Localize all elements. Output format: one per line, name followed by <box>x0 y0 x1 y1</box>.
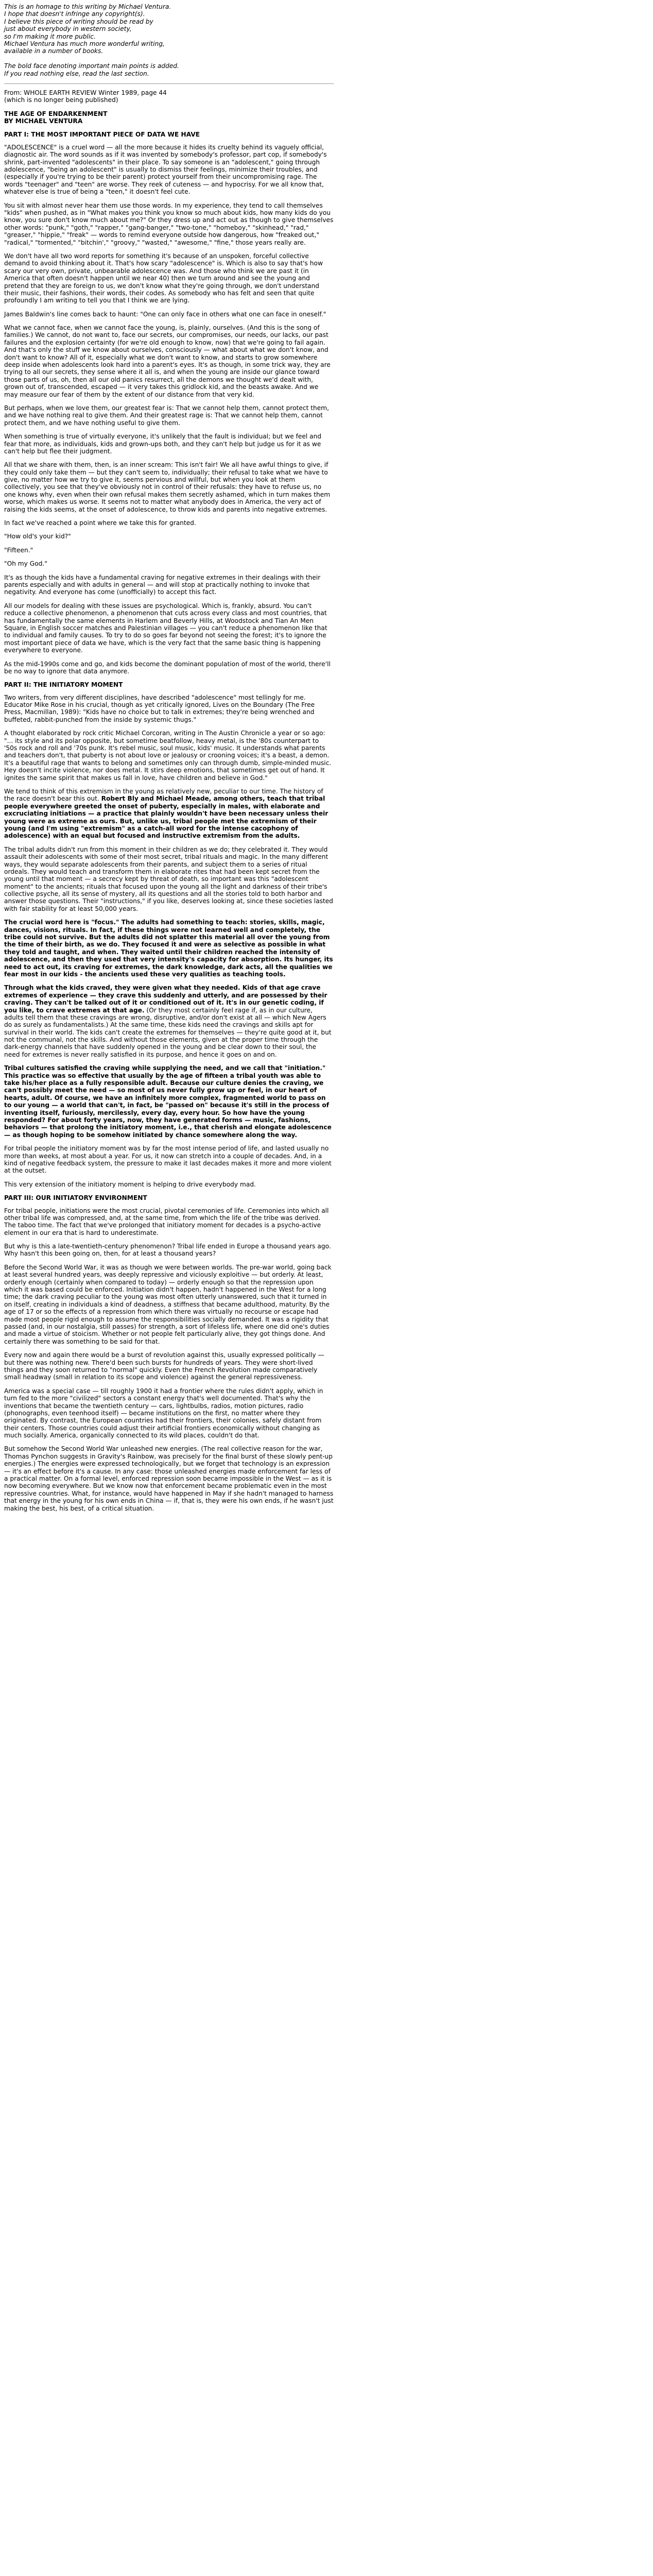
paragraph: This very extension of the initiatory moment is helping to drive everybody mad. <box>4 1180 256 1188</box>
intro-line: Michael Ventura has much more wonderful writing, <box>4 40 165 47</box>
intro-line: I believe this piece of writing should be read by <box>4 18 153 25</box>
paragraph: When something is true of virtually everyone, it's unlikely that the fault is individual; but we feel and fear that more, as individuals, kids and grown-ups both, and they can't help but judge us for it as we can't help but flee their judgment. <box>4 433 321 455</box>
paragraph: All that we share with them, then, is an inner scream: This isn't fair! We all have awful things to give, if they could only take them — but they can't seem to, individually; their refusal to take what we have to give, no matter how we try to give it, seems pervious and willful, but when you look at them collectively, you see that they've obviously not in control of their refusals: they have to refuse us, no one knows why, even when their own refusal makes them secretly ashamed, which in turn makes them worse, which makes us worse. It seems not to matter what anybody does in America, the very act of raising the kids seems, at the onset of adolescence, to throw kids and parents into negative extremes. <box>4 461 331 513</box>
paragraph: All our models for dealing with these issues are psychological. Which is, frankly, absurd. You can't reduce a collective phenomenon, a phenomenon that cuts across every class and most countries, that has fundamentally the same elements in Harlem and Beverly Hills, at Woodstock and Tian An Men Square, in English soccer matches and Palestinian villages — you can't reduce a phenomenon like that to individual and family causes. To try to do so goes far beyond not seeing the forest; it's to ignore the most important piece of data we have, which is the very fact that the same basic thing is happening everywhere to everyone. <box>4 602 328 654</box>
paragraph: For tribal people the initiatory moment was by far the most intense period of life, and lasted usually no more than weeks, at most about a year. For us, it now can stretch into a couple of decades. And, in a kind of negative feedback system, the pressure to make it last decades makes it more and more violent at the outset. <box>4 1145 332 1175</box>
paragraph: But somehow the Second World War unleashed new energies. (The real collective reason for the war, Thomas Pynchon suggests in Gravity's Rainbow, was precisely for the final burst of these slowly pent-up energies.) The energies were expressed technologically, but we forget that technology is an expression — it's an effect before it's a cause. In any case: those unleashed energies made enforcement far less of a practical matter. On a formal level, enforced repression soon became impossible in the West — as it is now becoming everywhere. But we know now that enforcement became problematic even in the most repressive countries. What, for instance, would have happened in May if she hadn't managed to harness that energy in the young for his own ends in China — if, that is, they were his own ends, if he wasn't just making the best, his best, of a critical situation. <box>4 1445 334 1512</box>
paragraph: For tribal people, initiations were the most crucial, pivotal ceremonies of life. Ceremonies into which all other tribal life was compressed, and, at the same time, from which the life of the tribe was derived. The taboo time. The fact that we've prolonged that initiatory moment for decades is a psycho-active element in our era that is hard to underestimate. <box>4 1207 329 1236</box>
intro-note <box>4 3 334 77</box>
intro-line: I hope that doesn't infringe any copyright(s). <box>4 10 145 18</box>
dialogue-line: "Oh my God." <box>4 560 47 568</box>
emphasis-text: Through what the kids craved, they were given what they needed. Kids of that age crave extremes of experience — they crave this suddenly and utterly, and are possessed by their craving. They can't be talked out of it or conditioned out of it. It's in our genetic coding, if you like, to crave extremes at that age. <box>4 984 328 1014</box>
paragraph: Two writers, from very different disciplines, have described "adolescence" most tellingly for me. Educator Mike Rose in his crucial, though as yet critically ignored, Lives on the Boundary (The Free Press, Macmillan, 1989): "Kids have no choice but to talk in extremes; they're being wrenched and buffeted, rabbit-punched from the inside by systemic thugs." <box>4 693 315 723</box>
source-note: (which is no longer being published) <box>4 96 118 104</box>
paragraph: What we cannot face, when we cannot face the young, is, plainly, ourselves. (And this is the song of families.) We cannot, do not want to, face our secrets, our compromises, our needs, our lacks, our past failures and the explosion certainty (for we're old enough to know, now) that we're going to fail again. And that's only the stuff we know about ourselves, consciously — what about what we don't know, and don't want to know? All of it, especially what we don't want to know, and starts to grow somewhere deep inside when adolescents look hard into a parent's eyes. It's as though, in some trick way, they are trying to all our secrets, they sense where it all is, and when the young are inside our glance toward those parts of us, oh, then all our old panics resurrect, all the demons we thought we'd dealt with, grown out of, transcended, escaped — it very takes this gridlock kid, and the beasts awake. And we may measure our fear of them by the extent of our distance from that very kid. <box>4 324 331 398</box>
paragraph <box>4 984 334 1058</box>
section-heading: PART II: THE INITIATORY MOMENT <box>4 681 123 689</box>
dialogue-line: "Fifteen." <box>4 546 33 554</box>
intro-line <box>4 55 334 62</box>
divider <box>4 83 334 84</box>
paragraph: But why is this a late-twentieth-century phenomenon? Tribal life ended in Europe a thousand years ago. Why hasn't this been going on, then, for at least a thousand years? <box>4 1243 331 1258</box>
paragraph: You sit with almost never hear them use those words. In my experience, they tend to call themselves "kids" when pushed, as in "What makes you think you know so much about kids, how many kids do you know, you sure don't know much about me?" Or they dress up and act out as though to give themselves other words: "punk," "goth," "rapper," "gang-banger," "two-tone," "homeboy," "skinhead," "rad," "greaser," "hippie," "freak" — words to remind everyone outside how dangerous, how "freaked out," "radical," "tormented," "bitchin'," "groovy," "wasted," "awesome," "fine," those years really are. <box>4 201 334 246</box>
paragraph: Before the Second World War, it was as though we were between worlds. The pre-war world, going back at least several hundred years, was deeply repressive and viciously exploitive — but orderly. At least, orderly enough (certainly when compared to today) — orderly enough so that the repression upon which it was based could be enforced. Initiation didn't happen, hadn't happened in the West for a long time; the dark craving peculiar to the young was most often utterly unanswered, such that it turned in on itself, creating in individuals a kind of deadness, a stiffness that became adulthood, maturity. By the age of 17 or so the effects of a repression from which there was virtually no recourse or escape had made most people rigid enough to assume the responsibilities socially demanded. It was a rigidity that passed (and, in our nostalgia, still passes) for strength, a sort of lifeless life, where one did one's duties and made a virtue of stoicism. Whether or not people felt particularly alive, they got things done. And certainly there was something to be said for that. <box>4 1263 332 1345</box>
intro-line: This is an homage to this writing by Michael Ventura. <box>4 3 171 10</box>
paragraph: In fact we've reached a point where we take this for granted. <box>4 519 196 527</box>
intro-line: The bold face denoting important main points is added. <box>4 62 179 70</box>
emphasis-paragraph: The crucial word here is "focus." The adults had something to teach: stories, skills, magic, dances, visions, rituals. In fact, if these things were not learned well and completely, the tribe could not survive. But the adults did not splatter this material all over the young from the time of their birth, as we do. They focused it and were as selective as possible in what they told and taught, and when. They waited until their children reached the intensity of adolescence, and then they used that very intensity's capacity for absorption. Its hunger, its need to act out, its craving for extremes, the dark knowledge, dark acts, all the qualities we fear most in our kids - the ancients used these very qualities as teaching tools. <box>4 919 333 978</box>
article-byline: BY MICHAEL VENTURA <box>4 117 83 125</box>
section-heading: PART I: THE MOST IMPORTANT PIECE OF DATA WE HAVE <box>4 131 200 139</box>
paragraph: "ADOLESCENCE" is a cruel word — all the more because it hides its cruelty behind its vaguely official, diagnostic air. The word sounds as if it was invented by somebody's professor, part cop, if somebody's shrink, part-invented "adolescents" in their place. To say someone is an "adolescent," going through adolescence, "being an adolescent" is usually to dismiss their feelings, minimize their troubles, and (especially if you're trying to be their parent) protect yourself from their uncompromising rage. The words "teenager" and "teen" are worse. They reek of cuteness — and hypocrisy. For we all know that, whatever else is true of being a "teen," it doesn't feel cute. <box>4 143 327 196</box>
paragraph: The tribal adults didn't run from this moment in their children as we do; they celebrated it. They would assault their adolescents with some of their most secret, tribal rituals and magic. In the many different ways, they would separate adolescents from their parents, and subject them to a series of ritual ordeals. They would teach and transform them in elaborate rites that had been kept secret from the young until that moment — a secrecy kept by threat of death, so important was this "adolescent moment" to the ancients; rituals that focused upon the young all the light and darkness of their tribe's collective psyche, all its sense of mystery, all its questions and all the stories told to both harbor and answer those questions. Their "instructions," if you like, deserves looking at, since these societies lasted with fair stability for at least 50,000 years. <box>4 845 333 912</box>
paragraph: We don't have all two word reports for something it's because of an unspoken, forceful collective demand to avoid thinking about it. That's how scary "adolescence" is. Which is also to say that's how scary our very own, private, unbearable adolescence was. And those who think we are past it (in America that often doesn't happen until we near 40) then we turn around and see the young and pretend that they are foreign to us, we don't know what they're going through, we don't understand their music, their fashions, their words, their codes. As somebody who has felt and seen that quite profoundly I am writing to tell you that I think we are lying. <box>4 252 323 304</box>
paragraph: It's as though the kids have a fundamental craving for negative extremes in their dealings with their parents especially and with adults in general — and will stop at practically nothing to invoke that negativity. And everyone has come (unofficially) to accept this fact. <box>4 573 321 596</box>
section-heading: PART III: OUR INITIATORY ENVIRONMENT <box>4 1194 147 1202</box>
paragraph: But perhaps, when we love them, our greatest fear is: That we cannot help them, cannot protect them, and we have nothing real to give them. And their greatest rage is: That we cannot help them, cannot protect them, and we have nothing useful to give them. <box>4 404 329 427</box>
emphasis-text: Robert Bly and Michael Meade, among others, teach that tribal people everywhere greeted the onset of puberty, especially in males, with elaborate and excruciating initiations — a practice that plainly wouldn't have been necessary unless their young were as extreme as ours. But, unlike us, tribal people met the extremism of their young (and I'm using "extremism" as a catch-all word for the intense cacophony of adolescence) with an equal but focused and instructive extremism from the adults. <box>4 795 329 840</box>
article-title: THE AGE OF ENDARKENMENT <box>4 110 108 117</box>
paragraph: Every now and again there would be a burst of revolution against this, usually expressed politically — but there was nothing new. There'd been such bursts for hundreds of years. They were short-lived things and they soon returned to "normal" quickly. Even the French Revolution made comparatively small headway (small in relation to its scope and violence) against the general repressiveness. <box>4 1351 324 1381</box>
intro-line: If you read nothing else, read the last section. <box>4 70 149 77</box>
dialogue-line: "How old's your kid?" <box>4 533 71 540</box>
paragraph: James Baldwin's line comes back to haunt: "One can only face in others what one can face in oneself." <box>4 310 326 318</box>
paragraph: A thought elaborated by rock critic Michael Corcoran, writing in The Austin Chronicle a year or so ago: "... its style and its polar opposite, but sometime beatfollow, heavy metal, is the '80s counterpart to '50s rock and roll and '70s punk. It's rebel music, soul music, kids' music. It understands what parents and teachers don't, that puberty is not about love or jealousy or crooning voices; it's a beast, a demon. It's a beautiful rage that wants to belong and sometimes only can through dumb, simple-minded music. Hey doesn't incite violence, nor does metal. It stirs deep emotions, that sometimes get out of hand. It ignites the same spirit that makes us fall in love, have children and believe in God." <box>4 730 332 782</box>
article-title-block <box>4 110 334 125</box>
paragraph-text: (Or they most certainly feel rage if, as in our culture, adults tell them that these cravings are wrong, disruptive, and/or don't exist at all — which New Agers do as surely as fundamentalists.) At the same time, these kids need the cravings and skills apt for survival in their world. The kids can't create the extremes for themselves — they're quite good at it, but not the communal, not the skills. And without those elements, given at the proper time through the dark-energy channels that have suddenly opened in the young and be clear down to their soul, the need for extremes is never really satisfied in its purpose, and hence it goes on and on. <box>4 1006 332 1058</box>
emphasis-paragraph: Tribal cultures satisfied the craving while supplying the need, and we call that "initiation." This practice was so effective that usually by the age of fifteen a tribal youth was able to take his/her place as a fully responsible adult. Because our culture denies the craving, we can't possibly meet the need — so most of us never fully grow up or feel, in our heart of hearts, adult. Of course, we have an infinitely more complex, fragmented world to pass on to our young — a world that can't, in fact, be "passed on" because it's still in the process of inventing itself, furiously, mercilessly, every day, every hour. So how have the young responded? For about forty years, now, they have generated forms — music, fashions, behaviors — that prolong the initiatory moment, i.e., that cherish and elongate adolescence — as though hoping to be somehow initiated by chance somewhere along the way. <box>4 1064 332 1139</box>
intro-line: available in a number of books. <box>4 47 104 55</box>
intro-line: just about everybody in western society, <box>4 25 132 33</box>
intro-line: so I'm making it more public. <box>4 32 96 40</box>
paragraph: As the mid-1990s come and go, and kids become the dominant population of most of the world, there'll be no way to ignore that data anymore. <box>4 660 331 675</box>
document-page <box>0 0 338 1512</box>
paragraph: America was a special case — till roughly 1900 it had a frontier where the rules didn't apply, which in turn fed to the more "civilized" sectors a constant energy that's well documented. That's why the inventions that became the twentieth century — cars, lightbulbs, radios, motion pictures, radio (phonographs, even teenhood itself) — became institutions on the first, no matter where they originated. By contrast, the European countries had their frontiers, their colonies, safely distant from their centers. Those countries could adjust their artificial frontiers economically without changing as much socially. America, organically connected to its wild places, couldn't do that. <box>4 1387 323 1439</box>
paragraph-text: We tend to think of this extremism in the young as relatively new, peculiar to our time. The history of the race doesn't bear this out. <box>4 787 323 803</box>
paragraph <box>4 788 334 840</box>
source-line: From: WHOLE EARTH REVIEW Winter 1989, page 44 <box>4 89 167 96</box>
